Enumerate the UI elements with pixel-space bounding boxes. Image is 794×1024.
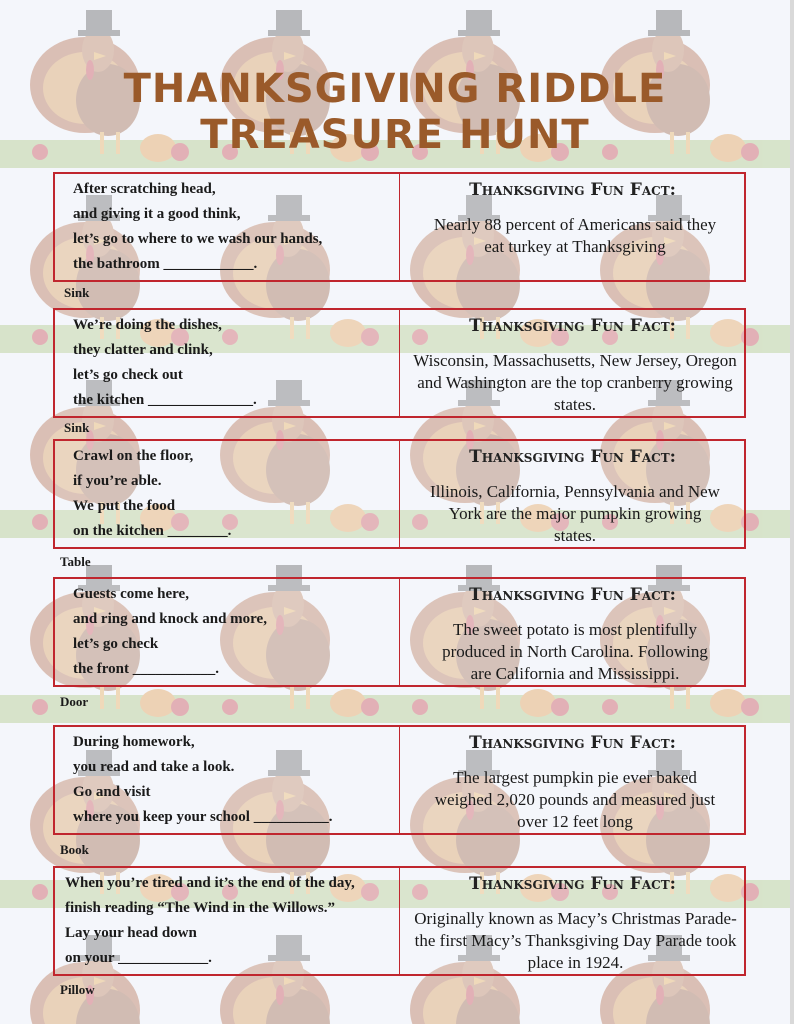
riddle-text: When you’re tired and it’s the end of the day, finish reading “The Wind in the Willows.” Lay your head down on your ____________. (65, 875, 355, 966)
answer-label: Table (60, 554, 91, 569)
title-line-1: THANKSGIVING RIDDLE (123, 66, 667, 112)
fact-text: Originally known as Macy’s Christmas Parade- the first Macy’s Thanksgiving Day Parade took place in 1924. (414, 909, 737, 972)
answer-label: Sink (64, 420, 90, 435)
riddle-text: During homework, you read and take a look. Go and visit where you keep your school __________. (73, 734, 333, 825)
fact-heading: Thanksgiving Fun Fact: (469, 180, 676, 200)
riddle-text: After scratching head, and giving it a good think, let’s go to where to we wash our hands, the bathroom ____________. (73, 181, 323, 272)
fact-text: Illinois, California, Pennsylvania and New York are the major pumpkin growing states. (430, 482, 720, 545)
riddle-row-4 (53, 577, 746, 687)
riddle-row-1 (53, 172, 746, 282)
fact-heading: Thanksgiving Fun Fact: (469, 733, 676, 753)
fact-heading: Thanksgiving Fun Fact: (469, 874, 676, 894)
title-line-2: TREASURE HUNT (200, 112, 590, 158)
riddle-text: We’re doing the dishes, they clatter and clink, let’s go check out the kitchen ______________. (73, 317, 257, 408)
fact-text: Nearly 88 percent of Americans said they eat turkey at Thanksgiving (433, 215, 717, 256)
fact-text: Wisconsin, Massachusetts, New Jersey, Oregon and Washington are the top cranberry growing states. (413, 351, 737, 414)
fact-text: The largest pumpkin pie ever baked weighed 2,020 pounds and measured just over 12 feet long (434, 768, 716, 831)
answer-label: Book (60, 842, 89, 857)
riddle-row-6 (53, 866, 746, 976)
fact-heading: Thanksgiving Fun Fact: (469, 447, 676, 467)
fact-text: The sweet potato is most plentifully produced in North Carolina. Following are California and Mississippi. (442, 620, 708, 683)
riddle-row-3 (53, 439, 746, 549)
answer-label: Pillow (60, 982, 95, 997)
fact-heading: Thanksgiving Fun Fact: (469, 585, 676, 605)
riddle-text: Guests come here, and ring and knock and more, let’s go check the front ___________. (73, 586, 267, 677)
answer-label: Door (60, 694, 89, 709)
riddle-text: Crawl on the floor, if you’re able. We put the food on the kitchen ________. (73, 448, 232, 539)
riddle-row-2 (53, 308, 746, 418)
answer-label: Sink (64, 285, 90, 300)
fact-heading: Thanksgiving Fun Fact: (469, 316, 676, 336)
riddle-row-5 (53, 725, 746, 835)
